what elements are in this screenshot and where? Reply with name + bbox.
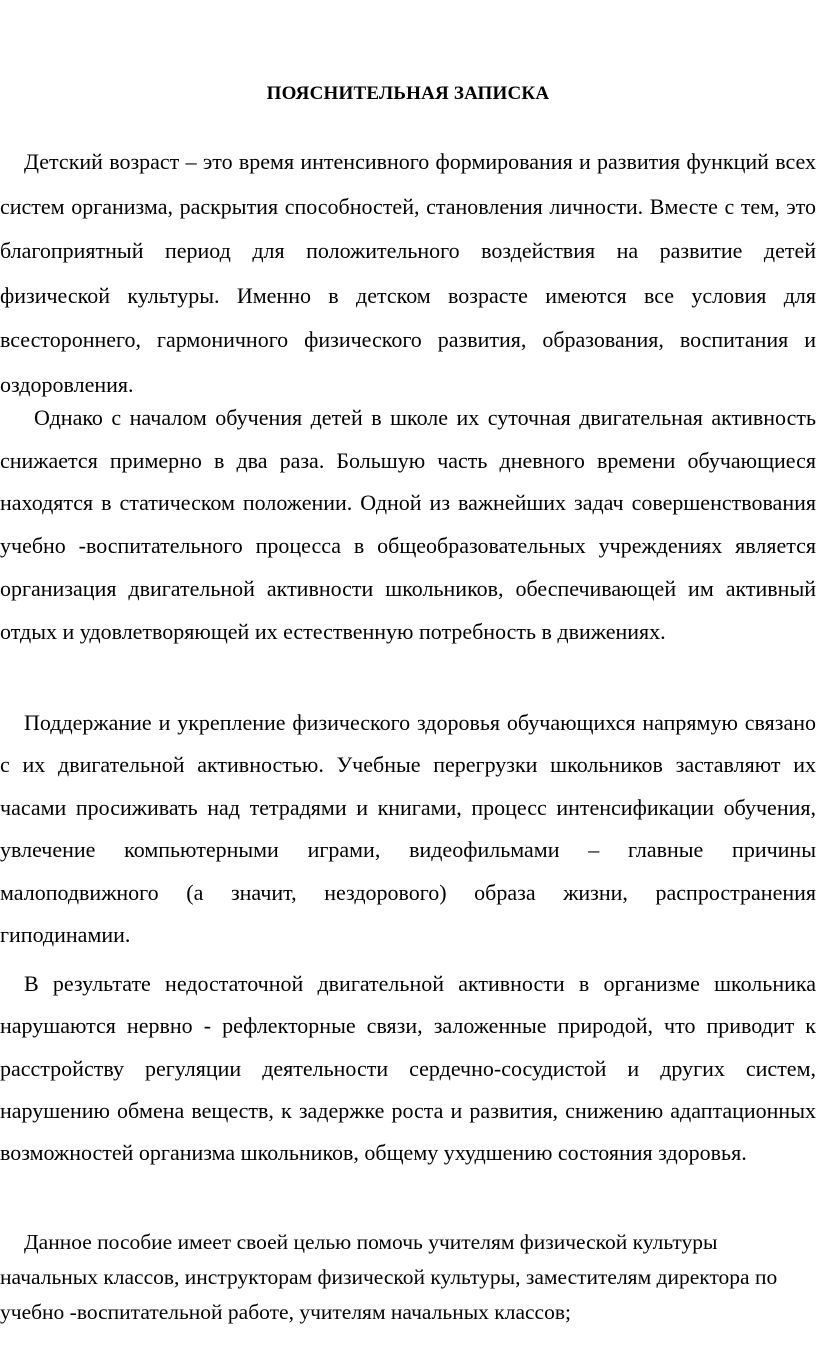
paragraph-childhood-age: Детский возраст – это время интенсивного формирования и развития функций всех систем организма, раскрытия способностей, становления личности. Вместе с тем, это благоприятный период для положительного воздействия на развитие детей физической культуры. Именно в детском возрасте имеются все условия для всестороннего, гармоничного физического развития, образования, воспитания и оздоровления. — [0, 149, 816, 397]
paragraph-manual-purpose: Данное пособие имеет своей целью помочь учителям физической культуры начальных классов, инструкторам физической культуры, заместителям директора по учебно -воспитательной работе, учителям начальных классов; — [0, 1230, 778, 1324]
document-title: ПОЯСНИТЕЛЬНАЯ ЗАПИСКА — [266, 83, 550, 104]
paragraph-insufficient-activity: В результате недостаточной двигательной активности в организме школьника нарушаются нервно - рефлекторные связи, заложенные природой, что приводит к расстройству регуляции деятельности сердечно-сосудистой и других систем, нарушению обмена веществ, к задержке роста и развития, снижению адаптационных возможностей организма школьников, общему ухудшению состояния здоровья. — [0, 971, 816, 1166]
paragraph-health-support: Поддержание и укрепление физического здоровья обучающихся напрямую связано с их двигательной активностью. Учебные перегрузки школьников заставляют их часами просиживать над тетрадями и книгами, процесс интенсификации обучения, увлечение компьютерными играми, видеофильмами – главные причины малоподвижного (а значит, нездорового) образа жизни, распространения гиподинамии. — [0, 710, 816, 948]
paragraph-school-activity: Однако с началом обучения детей в школе их суточная двигательная активность снижается примерно в два раза. Большую часть дневного времени обучающиеся находятся в статическом положении. Одной из важнейших задач совершенствования учебно -воспитательного процесса в общеобразовательных учреждениях является организация двигательной активности школьников, обеспечивающей им активный отдых и удовлетворяющей их естественную потребность в движениях. — [0, 405, 816, 644]
